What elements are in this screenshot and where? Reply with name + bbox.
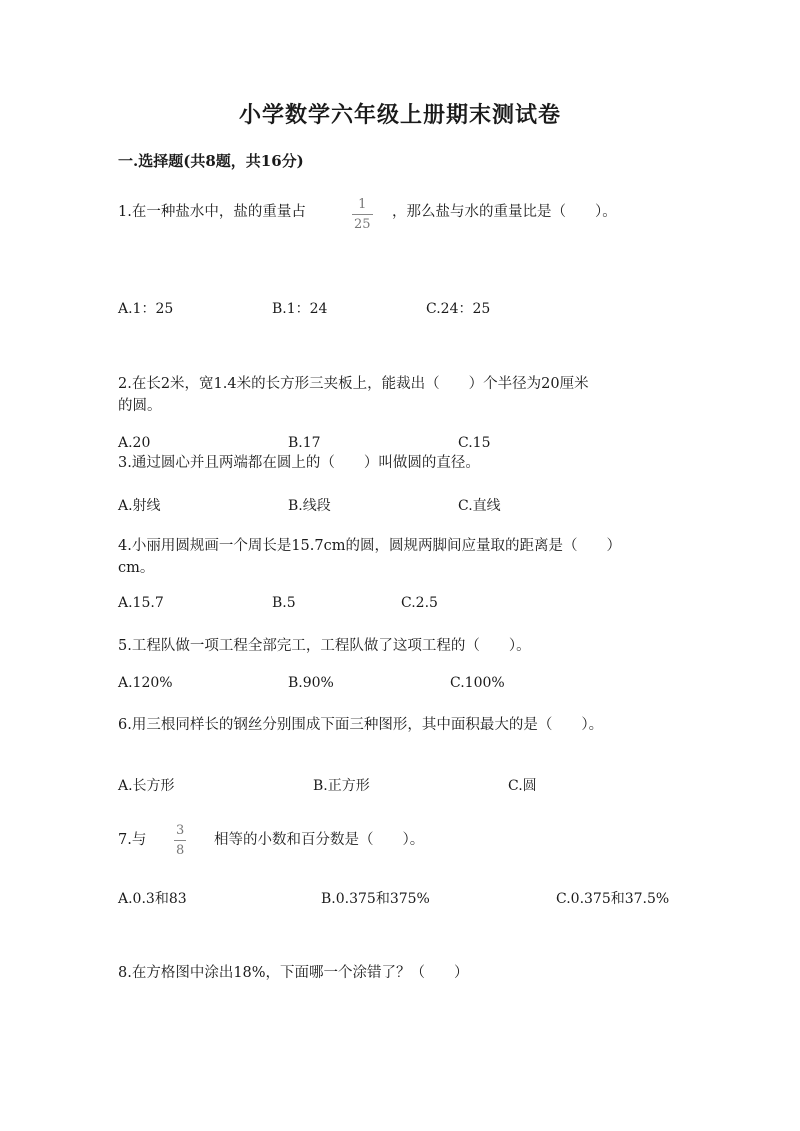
question-3-option-c: C.直线 — [458, 498, 501, 514]
fraction-numerator: 3 — [176, 823, 185, 838]
section-heading: 一.选择题(共8题，共16分) — [118, 152, 304, 170]
question-1-option-c: C.24：25 — [426, 301, 491, 317]
question-4-option-c: C.2.5 — [401, 595, 438, 611]
fraction-denominator: 8 — [176, 843, 185, 858]
question-5-option-b: B.90% — [288, 675, 334, 691]
fraction-bar — [352, 214, 373, 215]
question-2-text-line1: 2.在长2米，宽1.4米的长方形三夹板上，能裁出（ ）个半径为20厘米 — [118, 376, 589, 392]
question-1-text-before: 1.在一种盐水中，盐的重量占 — [118, 204, 306, 220]
question-7-text-after: 相等的小数和百分数是（ ）。 — [214, 832, 425, 848]
question-2-option-a: A.20 — [118, 435, 151, 451]
question-7-text-before: 7.与 — [118, 832, 147, 848]
question-8-text: 8.在方格图中涂出18%，下面哪一个涂错了？（ ） — [118, 965, 469, 981]
question-5-option-c: C.100% — [450, 675, 505, 691]
question-4-option-a: A.15.7 — [118, 595, 164, 611]
question-6-option-c: C.圆 — [508, 778, 537, 794]
question-4-option-b: B.5 — [272, 595, 296, 611]
question-5-option-a: A.120% — [118, 675, 173, 691]
question-6-option-b: B.正方形 — [313, 778, 370, 794]
question-3-option-a: A.射线 — [118, 498, 161, 514]
question-7-fraction — [174, 823, 186, 858]
question-2-option-c: C.15 — [458, 435, 491, 451]
question-3-text: 3.通过圆心并且两端都在圆上的（ ）叫做圆的直径。 — [118, 455, 480, 471]
page-title: 小学数学六年级上册期末测试卷 — [238, 102, 561, 128]
question-1-fraction — [352, 197, 373, 232]
question-2-text-line2: 的圆。 — [118, 398, 162, 414]
question-6-text: 6.用三根同样长的钢丝分别围成下面三种图形，其中面积最大的是（ ）。 — [118, 717, 604, 733]
question-4-text-line2: cm。 — [118, 560, 155, 576]
question-4-text-line1: 4.小丽用圆规画一个周长是15.7cm的圆，圆规两脚间应量取的距离是（ ） — [118, 538, 621, 554]
question-1-option-a: A.1：25 — [118, 301, 174, 317]
question-5-text: 5.工程队做一项工程全部完工，工程队做了这项工程的（ ）。 — [118, 638, 531, 654]
fraction-bar — [174, 840, 186, 841]
fraction-numerator: 1 — [358, 197, 367, 212]
question-1-option-b: B.1：24 — [272, 301, 328, 317]
question-1-text-after: ，那么盐与水的重量比是（ ）。 — [392, 204, 617, 220]
fraction-denominator: 25 — [354, 217, 371, 232]
question-7-option-b: B.0.375和375% — [321, 891, 430, 907]
question-2-option-b: B.17 — [288, 435, 321, 451]
question-7-option-a: A.0.3和83 — [118, 891, 187, 907]
question-6-option-a: A.长方形 — [118, 778, 175, 794]
question-7-option-c: C.0.375和37.5% — [556, 891, 670, 907]
question-3-option-b: B.线段 — [288, 498, 331, 514]
